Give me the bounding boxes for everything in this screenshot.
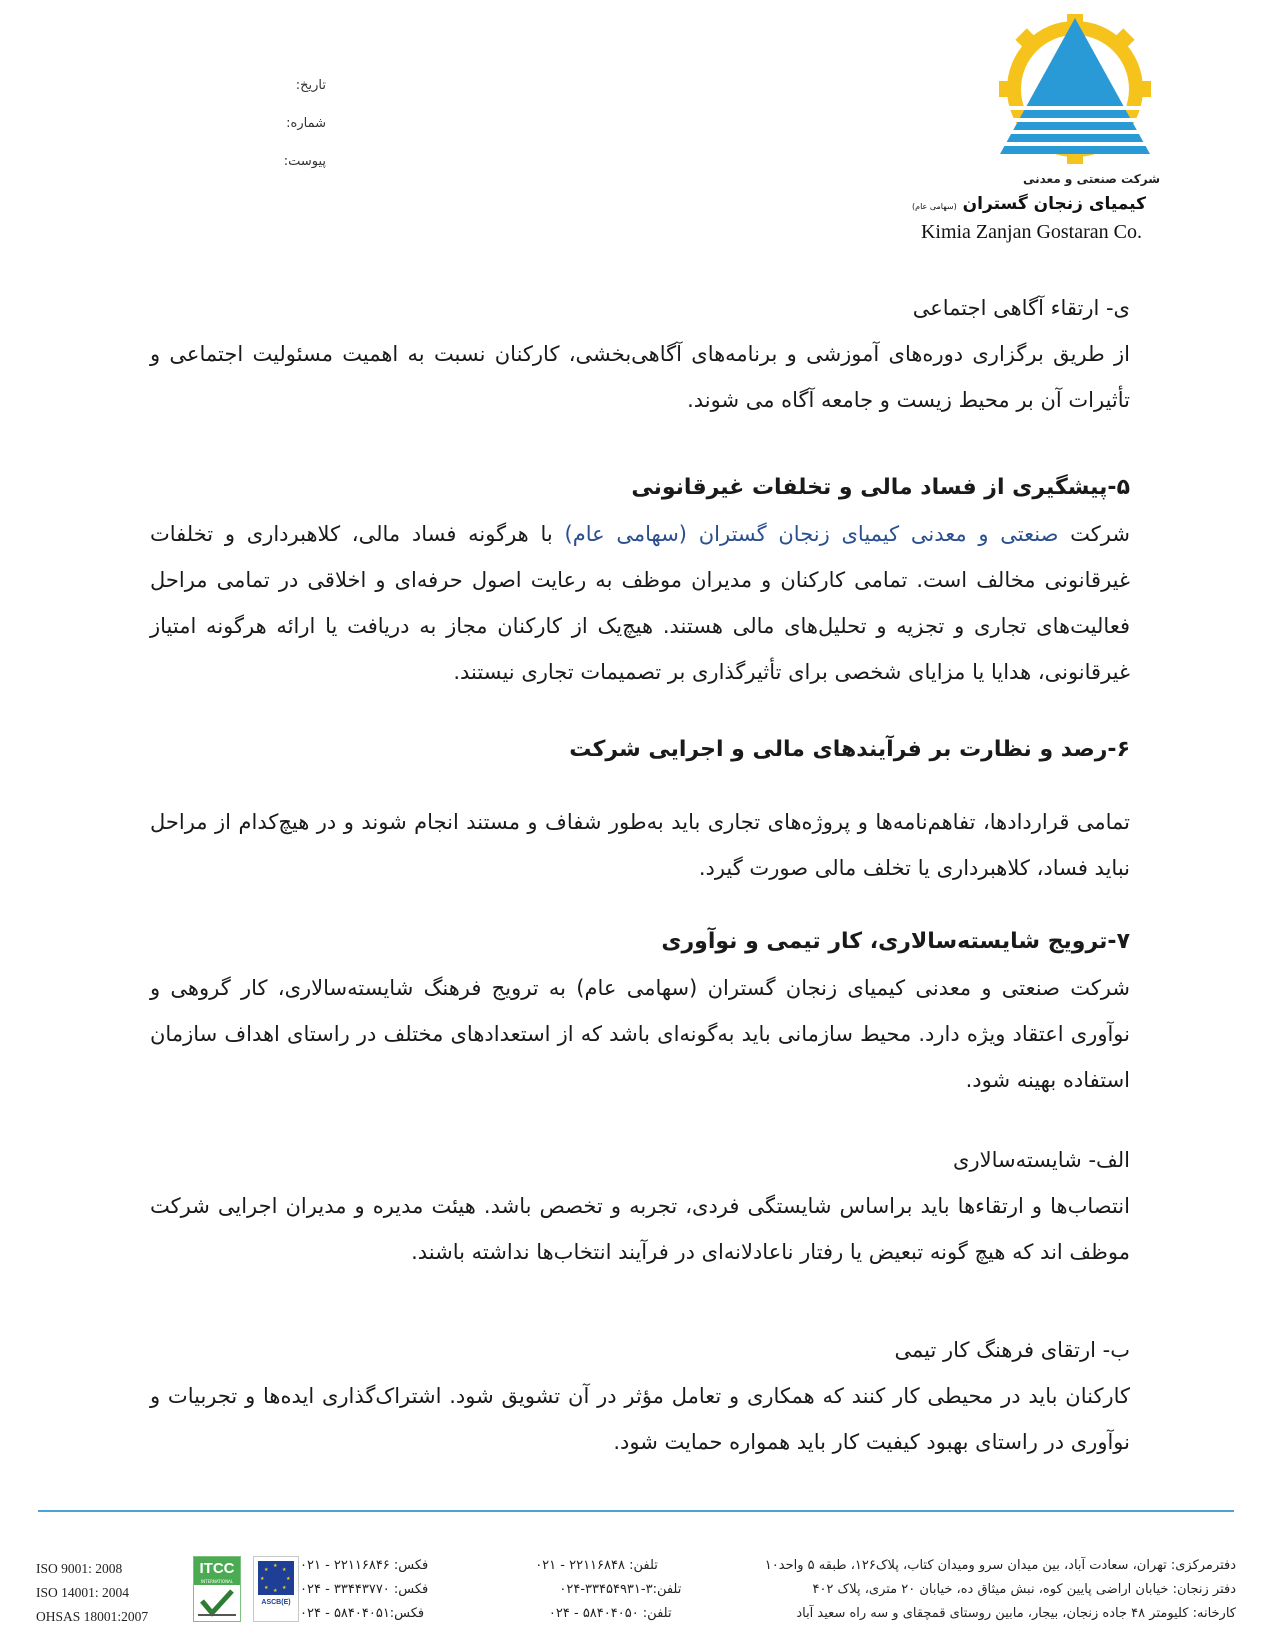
attachment-label: پیوست: <box>283 154 326 169</box>
section-heading: ۶-رصد و نظارت بر فرآیندهای مالی و اجرایی شرکت <box>569 737 1130 762</box>
section-heading: ۵-پیشگیری از فساد مالی و تخلفات غیرقانونی <box>631 475 1130 500</box>
logo-subtitle: شرکت صنعتی و معدنی <box>1022 172 1160 186</box>
paragraph-text: با هرگونه فساد مالی، کلاهبرداری و تخلفات غیرقانونی مخالف است. تمامی کارکنان و مدیران موظف به رعایت اصول حرفه‌ای و اخلاقی در تمامی مراحل فعالیت‌های تجاری و تجزیه و تحلیل‌های مالی هستند. هیچ‌یک از کارکنان مجاز به دریافت یا ارائه هرگونه امتیاز غیرقانونی، هدایا یا مزایای شخصی برای تأثیرگذاری بر تصمیمات تجاری نیستند. <box>150 522 1130 684</box>
company-logo <box>912 14 1240 243</box>
address-text: دفترمرکزی: تهران، سعادت آباد، بین میدان سرو ومیدان کتاب، پلاک۱۲۶، طبقه ۵ واحد۱۰ <box>764 1558 1236 1573</box>
date-label: تاریخ: <box>295 78 326 93</box>
logo-company-name-en: Kimia Zanjan Gostaran Co. <box>920 221 1142 243</box>
logo-company-type: (سهامی عام) <box>912 202 957 211</box>
phone-text: تلفن: ۵۸۴۰۴۰۵۰ - ۰۲۴ <box>548 1606 672 1621</box>
iso-item: OHSAS 18001:2007 <box>36 1609 149 1624</box>
address-row <box>300 1602 1236 1626</box>
iso-certifications <box>36 1557 196 1629</box>
iso-item: ISO 9001: 2008 <box>36 1561 123 1576</box>
itcc-label: ITCC <box>194 1557 240 1585</box>
footer-divider <box>38 1510 1234 1512</box>
address-row <box>300 1578 1236 1602</box>
checkmark-icon <box>194 1585 240 1621</box>
section-title: ی- ارتقاء آگاهی اجتماعی <box>912 296 1130 320</box>
fax-text: فکس:۵۸۴۰۴۰۵۱ - ۰۲۴ <box>300 1606 425 1621</box>
paragraph: از طریق برگزاری دوره‌های آموزشی و برنامه‌های آگاهی‌بخشی، کارکنان نسبت به اهمیت مسئولیت اجتماعی و تأثیرات آن بر محیط زیست و جامعه آگاه می شوند. <box>150 342 1130 412</box>
itcc-certificate-logo <box>193 1556 241 1622</box>
logo-company-name-fa <box>912 194 1146 214</box>
ascb-label: ASCB(E) <box>261 1599 291 1606</box>
itcc-sublabel: INTERNATIONAL <box>200 1579 234 1584</box>
company-name-highlight: صنعتی و معدنی کیمیای زنجان گستران (سهامی عام) <box>564 522 1059 546</box>
subsection-title: ب- ارتقای فرهنگ کار تیمی <box>894 1338 1130 1362</box>
paragraph <box>150 511 1130 695</box>
paragraph: کارکنان باید در محیطی کار کنند که همکاری و تعامل مؤثر در آن تشویق شود. اشتراک‌گذاری ایده‌ها و تجربیات و نوآوری در راستای بهبود کیفیت کار باید همواره حمایت شود. <box>150 1384 1130 1454</box>
letter-body <box>150 285 1130 1465</box>
number-label: شماره: <box>286 116 326 131</box>
paragraph-text: شرکت <box>1070 522 1130 546</box>
ascb-certificate-logo <box>253 1556 299 1622</box>
fax-text: فکس: ۳۳۴۴۳۷۷۰ - ۰۲۴ <box>300 1582 429 1597</box>
gear-triangle-logo-icon <box>990 14 1160 164</box>
phone-text: تلفن:۳-۳۳۴۵۴۹۳۱-۰۲۴ <box>559 1582 682 1597</box>
address-text: کارخانه: کلیومتر ۴۸ جاده زنجان، بیجار، مابین روستای قمچقای و سه راه سعید آباد <box>796 1606 1236 1621</box>
paragraph: تمامی قراردادها، تفاهم‌نامه‌ها و پروژه‌های تجاری باید به‌طور شفاف و مستند انجام شوند و در هیچ‌کدام از مراحل نباید فساد، کلاهبرداری یا تخلف مالی صورت گیرد. <box>150 810 1130 880</box>
paragraph: انتصاب‌ها و ارتقاءها باید براساس شایستگی فردی، تجربه و تخصص باشد. هیئت مدیره و مدیران اجرایی شرکت موظف اند که هیچ گونه تبعیض یا رفتار ناعادلانه‌ای در فرآیند انتخاب‌ها نداشته باشند. <box>150 1194 1130 1264</box>
paragraph: شرکت صنعتی و معدنی کیمیای زنجان گستران (سهامی عام) به ترویج فرهنگ شایسته‌سالاری، کار گروهی و نوآوری اعتقاد ویژه دارد. محیط سازمانی باید به‌گونه‌ای باشد که از استعدادهای مختلف در راستای اهداف سازمان استفاده بهینه شود. <box>150 976 1130 1092</box>
address-text: دفتر زنجان: خیابان اراضی پایین کوه، نبش میثاق ده، خیابان ۲۰ متری، پلاک ۴۰۲ <box>812 1582 1236 1597</box>
phone-text: تلفن: ۲۲۱۱۶۸۴۸ - ۰۲۱ <box>535 1558 658 1573</box>
iso-item: ISO 14001: 2004 <box>36 1585 130 1600</box>
letter-meta <box>200 78 326 192</box>
fax-text: فکس: ۲۲۱۱۶۸۴۶ - ۰۲۱ <box>300 1558 429 1573</box>
address-row <box>300 1554 1236 1578</box>
eu-stars-icon: ★ ★ ★ ★ ★ ★ ★ ★ <box>258 1561 294 1595</box>
subsection-title: الف- شایسته‌سالاری <box>953 1148 1130 1172</box>
section-heading: ۷-ترویج شایسته‌سالاری، کار تیمی و نوآوری <box>661 929 1130 954</box>
logo-company-name: کیمیای زنجان گستران <box>962 194 1146 214</box>
company-addresses <box>300 1554 1236 1626</box>
